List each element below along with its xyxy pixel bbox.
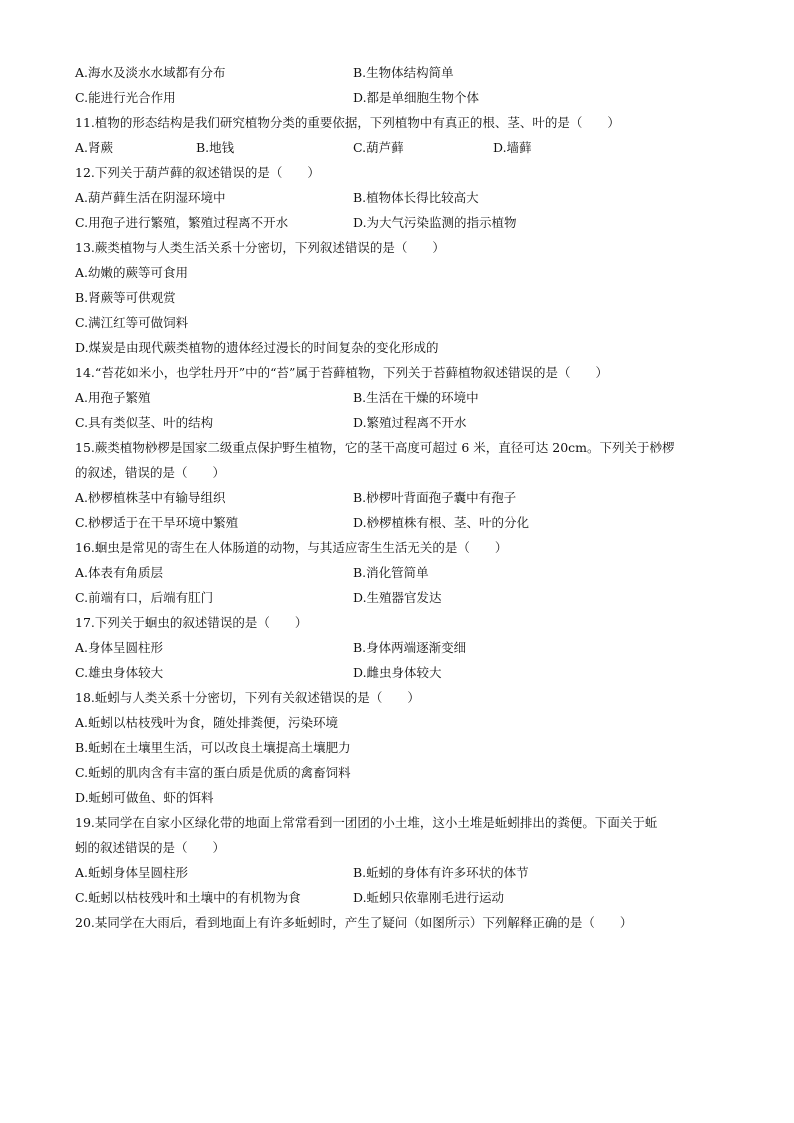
q12-stem: 12.下列关于葫芦藓的叙述错误的是（ ） [75, 165, 320, 180]
q14-option-d: D.繁殖过程离不开水 [353, 415, 467, 430]
q18-stem: 18.蚯蚓与人类关系十分密切，下列有关叙述错误的是（ ） [75, 690, 420, 705]
q10-option-a: A.海水及淡水水域都有分布 [75, 65, 226, 80]
q15-option-a: A.桫椤植株茎中有输导组织 [75, 490, 226, 505]
q17-option-c: C.雄虫身体较大 [75, 665, 164, 680]
q14-option-b: B.生活在干燥的环境中 [353, 390, 479, 405]
q13-option-b: B.肾蕨等可供观赏 [75, 290, 176, 305]
q17-option-b: B.身体两端逐渐变细 [353, 640, 467, 655]
q16-option-c: C.前端有口，后端有肛门 [75, 590, 214, 605]
q16-option-b: B.消化管简单 [353, 565, 429, 580]
q11-option-c: C.葫芦藓 [353, 140, 404, 155]
q19-option-d: D.蚯蚓只依靠刚毛进行运动 [353, 890, 505, 905]
q11-option-d: D.墙藓 [493, 140, 532, 155]
q11-option-a: A.肾蕨 [75, 140, 114, 155]
q19-stem-line-2: 蚓的叙述错误的是（ ） [75, 840, 226, 855]
q15-option-c: C.桫椤适于在干旱环境中繁殖 [75, 515, 239, 530]
q13-option-d: D.煤炭是由现代蕨类植物的遗体经过漫长的时间复杂的变化形成的 [75, 340, 439, 355]
q14-stem: 14.“苔花如米小，也学牡丹开”中的“苔”属于苔藓植物，下列关于苔藓植物叙述错误的是（ ） [75, 365, 608, 380]
q18-option-d: D.蚯蚓可做鱼、虾的饵料 [75, 790, 214, 805]
q12-option-c: C.用孢子进行繁殖，繁殖过程离不开水 [75, 215, 289, 230]
q11-option-b: B.地钱 [196, 140, 235, 155]
q10-option-d: D.都是单细胞生物个体 [353, 90, 480, 105]
q13-stem: 13.蕨类植物与人类生活关系十分密切，下列叙述错误的是（ ） [75, 240, 445, 255]
q20-stem: 20.某同学在大雨后，看到地面上有许多蚯蚓时，产生了疑问（如图所示）下列解释正确的是（ ） [75, 915, 633, 930]
q18-option-c: C.蚯蚓的肌肉含有丰富的蛋白质是优质的禽畜饲料 [75, 765, 351, 780]
q17-option-d: D.雌虫身体较大 [353, 665, 442, 680]
q10-option-c: C.能进行光合作用 [75, 90, 176, 105]
q15-option-b: B.桫椤叶背面孢子囊中有孢子 [353, 490, 517, 505]
q15-stem-line-2: 的叙述，错误的是（ ） [75, 465, 226, 480]
q15-stem-line-1: 15.蕨类植物桫椤是国家二级重点保护野生植物，它的茎干高度可超过 6 米，直径可达 20cm。下列关于桫椤 [75, 440, 675, 455]
q19-stem-line-1: 19.某同学在自家小区绿化带的地面上常常看到一团团的小土堆，这小土堆是蚯蚓排出的粪便。下面关于蚯 [75, 815, 658, 830]
q19-option-a: A.蚯蚓身体呈圆柱形 [75, 865, 189, 880]
q10-option-b: B.生物体结构简单 [353, 65, 454, 80]
q17-option-a: A.身体呈圆柱形 [75, 640, 164, 655]
q16-stem: 16.蛔虫是常见的寄生在人体肠道的动物，与其适应寄生生活无关的是（ ） [75, 540, 508, 555]
q18-option-a: A.蚯蚓以枯枝残叶为食，随处排粪便，污染环境 [75, 715, 339, 730]
q13-option-c: C.满江红等可做饲料 [75, 315, 189, 330]
q11-stem: 11.植物的形态结构是我们研究植物分类的重要依据，下列植物中有真正的根、茎、叶的是（ ） [75, 115, 620, 130]
q12-option-a: A.葫芦藓生活在阴湿环境中 [75, 190, 226, 205]
q14-option-c: C.具有类似茎、叶的结构 [75, 415, 214, 430]
q19-option-c: C.蚯蚓以枯枝残叶和土壤中的有机物为食 [75, 890, 301, 905]
q16-option-d: D.生殖器官发达 [353, 590, 442, 605]
q12-option-b: B.植物体长得比较高大 [353, 190, 479, 205]
q12-option-d: D.为大气污染监测的指示植物 [353, 215, 517, 230]
q13-option-a: A.幼嫩的蕨等可食用 [75, 265, 189, 280]
q14-option-a: A.用孢子繁殖 [75, 390, 151, 405]
q15-option-d: D.桫椤植株有根、茎、叶的分化 [353, 515, 530, 530]
q16-option-a: A.体表有角质层 [75, 565, 164, 580]
q17-stem: 17.下列关于蛔虫的叙述错误的是（ ） [75, 615, 308, 630]
q19-option-b: B.蚯蚓的身体有许多环状的体节 [353, 865, 529, 880]
q18-option-b: B.蚯蚓在土壤里生活，可以改良土壤提高土壤肥力 [75, 740, 351, 755]
